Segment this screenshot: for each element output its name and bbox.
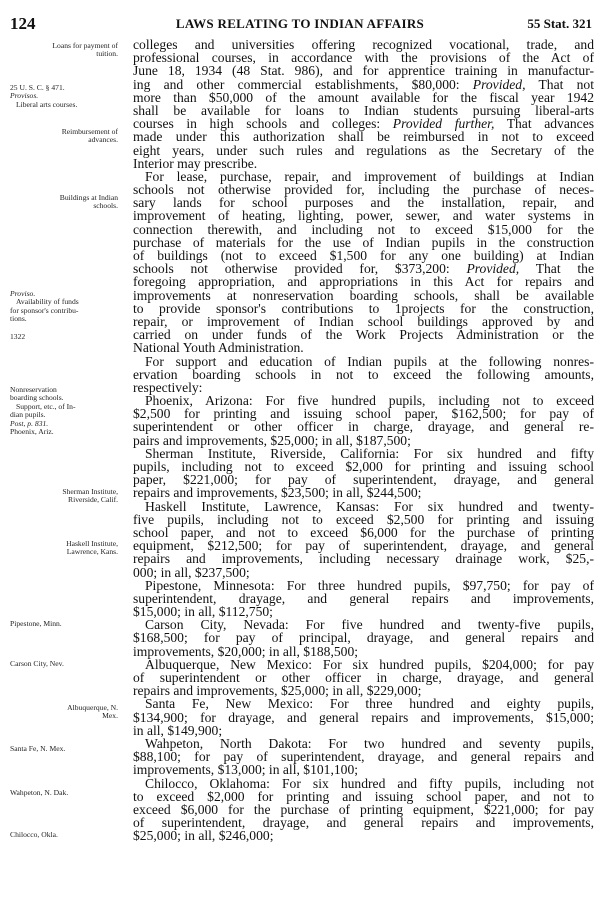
line-text: $25,000; in all, $246,000; [133, 828, 274, 844]
line-text: professional courses, in accordance with the provisions of the Act of [133, 50, 594, 66]
margin-note-line: Phoenix, Ariz. [10, 427, 54, 437]
margin-note-line: Mex. [102, 711, 118, 721]
line-text: school paper, and not to exceed $6,000 for the purchase of printing [133, 524, 594, 540]
margin-note [10, 831, 58, 839]
line-text: five pupils, including not to exceed $2,500 for printing and issuing [133, 511, 594, 527]
line-text: Sherman Institute, Riverside, California: For six hundred and fifty [145, 445, 594, 461]
line-text: Pipestone, Minnesota: For three hundred pupils, $97,750; for pay of [145, 577, 594, 593]
line-text: Albuquerque, New Mexico: For six hundred pupils, $204,000; for pay [145, 656, 594, 672]
margin-note-line: Loans for payment of [52, 41, 118, 50]
margin-note-line: Haskell Institute, [66, 539, 118, 548]
proviso-italic: Provided, [472, 76, 526, 92]
margin-note [67, 704, 118, 721]
line-text: For support and education of Indian pupils at the following nonres- [145, 353, 594, 369]
line-text: improvements, $13,000; in all, $101,100; [133, 762, 359, 778]
line-text: repair, or improvement of Indian school buildings approved by and [133, 313, 594, 329]
line-text: of superintendent, drayage, and general repairs and improvements, [133, 815, 594, 831]
line-text: repairs and improvements, including necessary drainage work, $25,- [133, 551, 594, 567]
line-text: superintendent or other officer in charge, drayage, and general re- [133, 419, 594, 435]
line-text: sary lands for school purposes and the installation, repair, and [133, 195, 594, 211]
line-text: Santa Fe, New Mexico: For three hundred and eighty pupils, [145, 696, 594, 712]
margin-note-line: tuition. [96, 49, 118, 59]
line-text: of superintendent or other officer in charge, drayage, and general [133, 670, 594, 685]
margin-note-line: Lawrence, Kans. [66, 547, 118, 557]
line-text: That advances [494, 116, 594, 132]
margin-note [66, 540, 118, 557]
line-text: shall be available for loans to Indian students pursuing liberal-arts [133, 102, 594, 118]
line-text: $88,100; for pay of superintendent, drayage, and general repairs and [133, 749, 594, 765]
line-text: 000; in all, $237,500; [133, 564, 250, 580]
line-text: That not [525, 76, 594, 92]
line-text: foregoing appropriation, and appropriations in this Act for repairs and [133, 274, 594, 290]
margin-note [52, 42, 118, 59]
page-number: 124 [10, 14, 36, 33]
margin-note [10, 660, 64, 668]
proviso-italic: Provided, [466, 261, 520, 277]
margin-note-line: tions. [10, 314, 27, 324]
line-text: pupils, including not to exceed $2,000 for printing and issuing school [133, 459, 594, 474]
margin-note-line: Buildings at Indian [59, 193, 118, 202]
line-text: to exceed $2,000 for printing and issuing school paper, and not to [133, 788, 594, 804]
margin-note [62, 128, 118, 145]
margin-note [10, 620, 62, 628]
margin-note-line: Support, etc., of In- [16, 401, 76, 411]
margin-note-line: boarding schools. [10, 393, 64, 403]
line-text: equipment, $212,500; for pay of superintendent, drayage, and general [133, 538, 594, 554]
margin-note-line: Sherman Institute, [62, 487, 118, 496]
line-text: schools not otherwise provided for, including the purchase of neces- [133, 182, 594, 198]
line-text: eight years, under such rules and regulations as the Secretary of the [133, 142, 594, 158]
line-text: Chilocco, Oklahoma: For six hundred and fifty pupils, including not [145, 775, 594, 791]
margin-note-line: 1322 [10, 332, 26, 341]
margin-note-line: Nonreservation [10, 385, 57, 394]
line-text: paper, $221,000; for pay of superintendent, drayage, and general [133, 472, 594, 488]
margin-note [10, 789, 68, 797]
line-text: courses in high schools and colleges: [133, 116, 393, 132]
margin-note-line: 25 U. S. C. § 471. [10, 83, 65, 92]
margin-note [10, 290, 79, 324]
margin-note-line: Wahpeton, N. Dak. [10, 788, 69, 797]
line-text: of buildings (not to exceed $1,500 for any one building) at Indian [133, 248, 594, 263]
line-text: repairs and improvements, $23,500; in all, $244,500; [133, 485, 422, 501]
line-text: ing and other commercial establishments, $80,000: [133, 76, 473, 92]
line-text: exceed $6,000 for the purchase of printing equipment, $221,000; for pay [133, 801, 594, 817]
line-text: more than $50,000 of the amount available for the fiscal year 1942 [133, 89, 594, 105]
line-text: superintendent, drayage, and general repairs and improvements, [133, 590, 594, 606]
running-title: LAWS RELATING TO INDIAN AFFAIRS [175, 16, 425, 31]
line-text: $2,500 for printing and issuing school paper, $162,500; for pay of [133, 406, 594, 422]
line-text: pairs and improvements, $25,000; in all, $187,500; [133, 432, 411, 448]
margin-note-line: Santa Fe, N. Mex. [10, 744, 66, 753]
margin-note-line: dian pupils. [10, 410, 46, 420]
statute-reference: 55 Stat. 321 [527, 16, 592, 31]
line-text: respectively: [133, 379, 203, 395]
margin-note-line: Chilocco, Okla. [10, 830, 58, 839]
margin-note [60, 194, 118, 211]
margin-note-line: schools. [93, 201, 118, 211]
line-text: National Youth Administration. [133, 340, 304, 356]
line-text: schools not otherwise provided for, $373,200: [133, 261, 467, 277]
margin-note [62, 488, 118, 505]
line-text: improvements at nonreservation boarding schools, shall be available [133, 287, 594, 303]
line-text: connection therewith, and including not to exceed $15,000 for the [133, 221, 594, 237]
line-text: colleges and universities offering recognized vocational, trade, and [133, 38, 594, 52]
line-text: ervation boarding schools in not to exceed the following amounts, [133, 366, 594, 382]
line-text: repairs and improvements, $25,000; in all, $229,000; [133, 683, 422, 699]
margin-note [10, 84, 77, 109]
margin-note-line: Proviso. [10, 289, 36, 298]
margin-note-line: Availability of funds [16, 297, 79, 307]
margin-note-line: Provisos. [10, 91, 39, 101]
margin-note-line: for sponsor's contribu- [10, 305, 79, 315]
margin-note [10, 333, 25, 341]
body-text [133, 38, 594, 894]
line-text: That the [519, 261, 594, 277]
margin-note-line: Pipestone, Minn. [10, 619, 62, 628]
margin-note-line: Reimbursement of [61, 127, 118, 136]
margin-note-line: Post, p. 831. [10, 418, 49, 428]
line-text: Haskell Institute, Lawrence, Kansas: For six hundred and twenty- [145, 498, 594, 514]
margin-note [10, 745, 65, 753]
line-text: Interior may prescribe. [133, 155, 258, 171]
margin-note-line: Carson City, Nev. [10, 659, 64, 668]
proviso-italic: Provided further, [392, 116, 495, 132]
line-text: improvements, $20,000; in all, $188,500; [133, 643, 359, 659]
line-text: For lease, purchase, repair, and improvement of buildings at Indian [145, 168, 594, 184]
line-text: purchase of materials for the use of Indian pupils in the construction [133, 234, 594, 250]
line-text: to provide sponsor's contributions to 1projects for the construction, [133, 300, 594, 316]
body-line [133, 829, 594, 842]
line-text: $134,900; for drayage, and general repairs and improvements, $15,000; [133, 709, 594, 725]
margin-note-line: Albuquerque, N. [67, 703, 118, 712]
line-text: improvement of heating, lighting, power, sewer, and water systems in [133, 208, 594, 224]
line-text: Carson City, Nevada: For five hundred and twenty-five pupils, [145, 617, 594, 633]
line-text: in all, $149,900; [133, 722, 223, 738]
margin-note-line: Liberal arts courses. [16, 99, 78, 109]
line-text: $168,500; for pay of principal, drayage, and general repairs and [133, 630, 594, 646]
margin-note-line: advances. [88, 135, 118, 145]
line-text: made under this authorization shall be reimbursed in not to exceed [133, 129, 594, 145]
margin-note-line: Riverside, Calif. [68, 495, 118, 505]
margin-note [10, 386, 75, 436]
margin-notes-column [0, 0, 128, 900]
line-text: June 18, 1934 (48 Stat. 986), and for apprentice training in manufactur- [133, 63, 594, 79]
line-text: Wahpeton, North Dakota: For two hundred and seventy pupils, [145, 735, 594, 751]
line-text: carried on under funds of the Work Projects Administration or the [133, 327, 594, 343]
line-text: Phoenix, Arizona: For five hundred pupils, including not to exceed [145, 393, 594, 409]
line-text: $15,000; in all, $112,750; [133, 604, 273, 620]
